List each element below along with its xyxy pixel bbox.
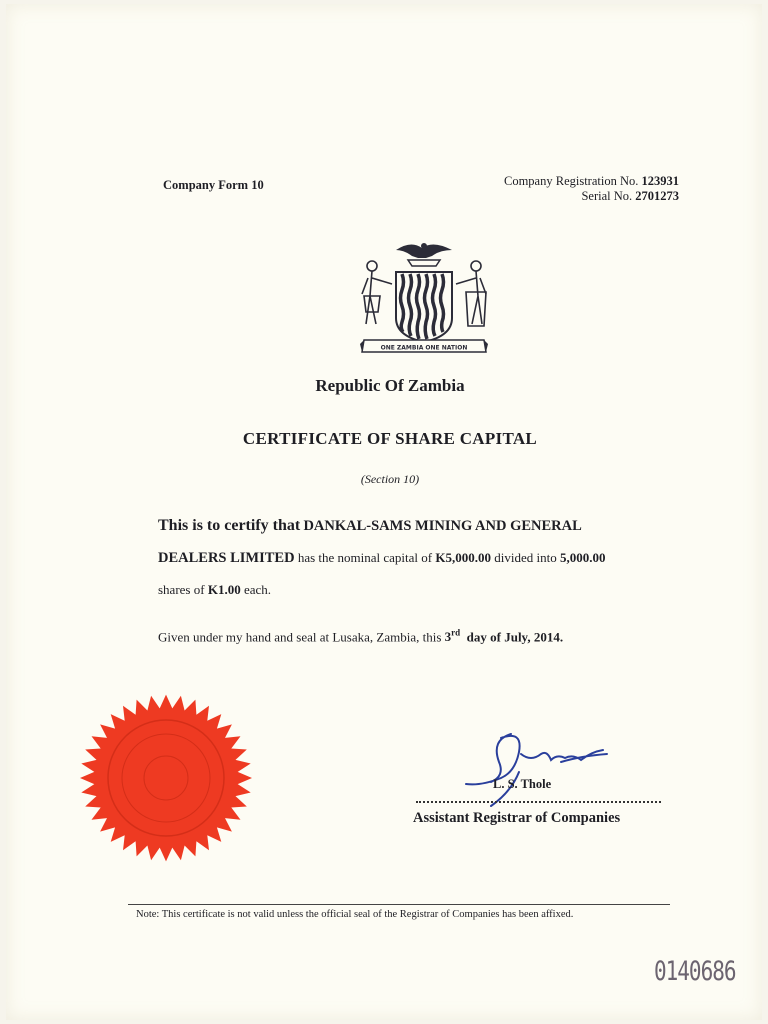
given-day: 3rd xyxy=(444,628,461,645)
nominal-capital: K5,000.00 xyxy=(435,550,491,565)
certification-paragraph xyxy=(158,510,698,605)
handwritten-signature-icon xyxy=(461,732,611,812)
given-day-word: day of xyxy=(466,629,501,645)
registration-label: Company Registration No. xyxy=(504,174,639,188)
given-under-line xyxy=(158,628,563,645)
signatory-title: Assistant Registrar of Companies xyxy=(413,810,621,826)
serial-label: Serial No. xyxy=(581,189,633,203)
company-form-label: Company Form 10 xyxy=(163,178,264,192)
red-official-seal-icon xyxy=(76,692,256,864)
signature-dotted-line xyxy=(416,801,661,803)
validity-note: Note: This certificate is not valid unless the official seal of the Registrar of Companies has been affixed. xyxy=(136,909,574,920)
share-value: K1.00 xyxy=(207,582,241,597)
share-count: 5,000.00 xyxy=(559,550,606,565)
each-text: each. xyxy=(243,582,272,597)
company-name-line1: DANKAL-SAMS MINING AND GENERAL xyxy=(303,518,582,534)
shares-of-text: shares of xyxy=(158,582,205,597)
section-reference: (Section 10) xyxy=(360,472,420,486)
given-text: Given under my hand and seal at Lusaka, Zambia, this xyxy=(158,629,442,645)
stamped-number: 0140686 xyxy=(654,956,736,986)
divided-text: divided into xyxy=(494,550,557,565)
registration-line xyxy=(504,174,679,189)
zambia-coat-of-arms-icon xyxy=(356,236,492,368)
registration-number: 123931 xyxy=(641,174,679,188)
serial-line xyxy=(504,189,679,204)
certificate-title: CERTIFICATE OF SHARE CAPITAL xyxy=(242,429,538,448)
serial-number: 2701273 xyxy=(635,189,679,203)
given-month-year: July, 2014. xyxy=(504,629,564,645)
certificate-page xyxy=(6,4,762,1020)
company-name-line2: DEALERS LIMITED xyxy=(158,550,295,566)
signatory-name: L. S. Thole xyxy=(493,777,552,791)
republic-heading: Republic Of Zambia xyxy=(315,376,465,395)
registration-block xyxy=(504,174,679,204)
note-divider xyxy=(128,904,670,905)
lead-text: This is to certify that xyxy=(158,517,301,534)
emblem-motto: ONE ZAMBIA ONE NATION xyxy=(380,344,468,352)
capital-text: has the nominal capital of xyxy=(297,550,433,565)
